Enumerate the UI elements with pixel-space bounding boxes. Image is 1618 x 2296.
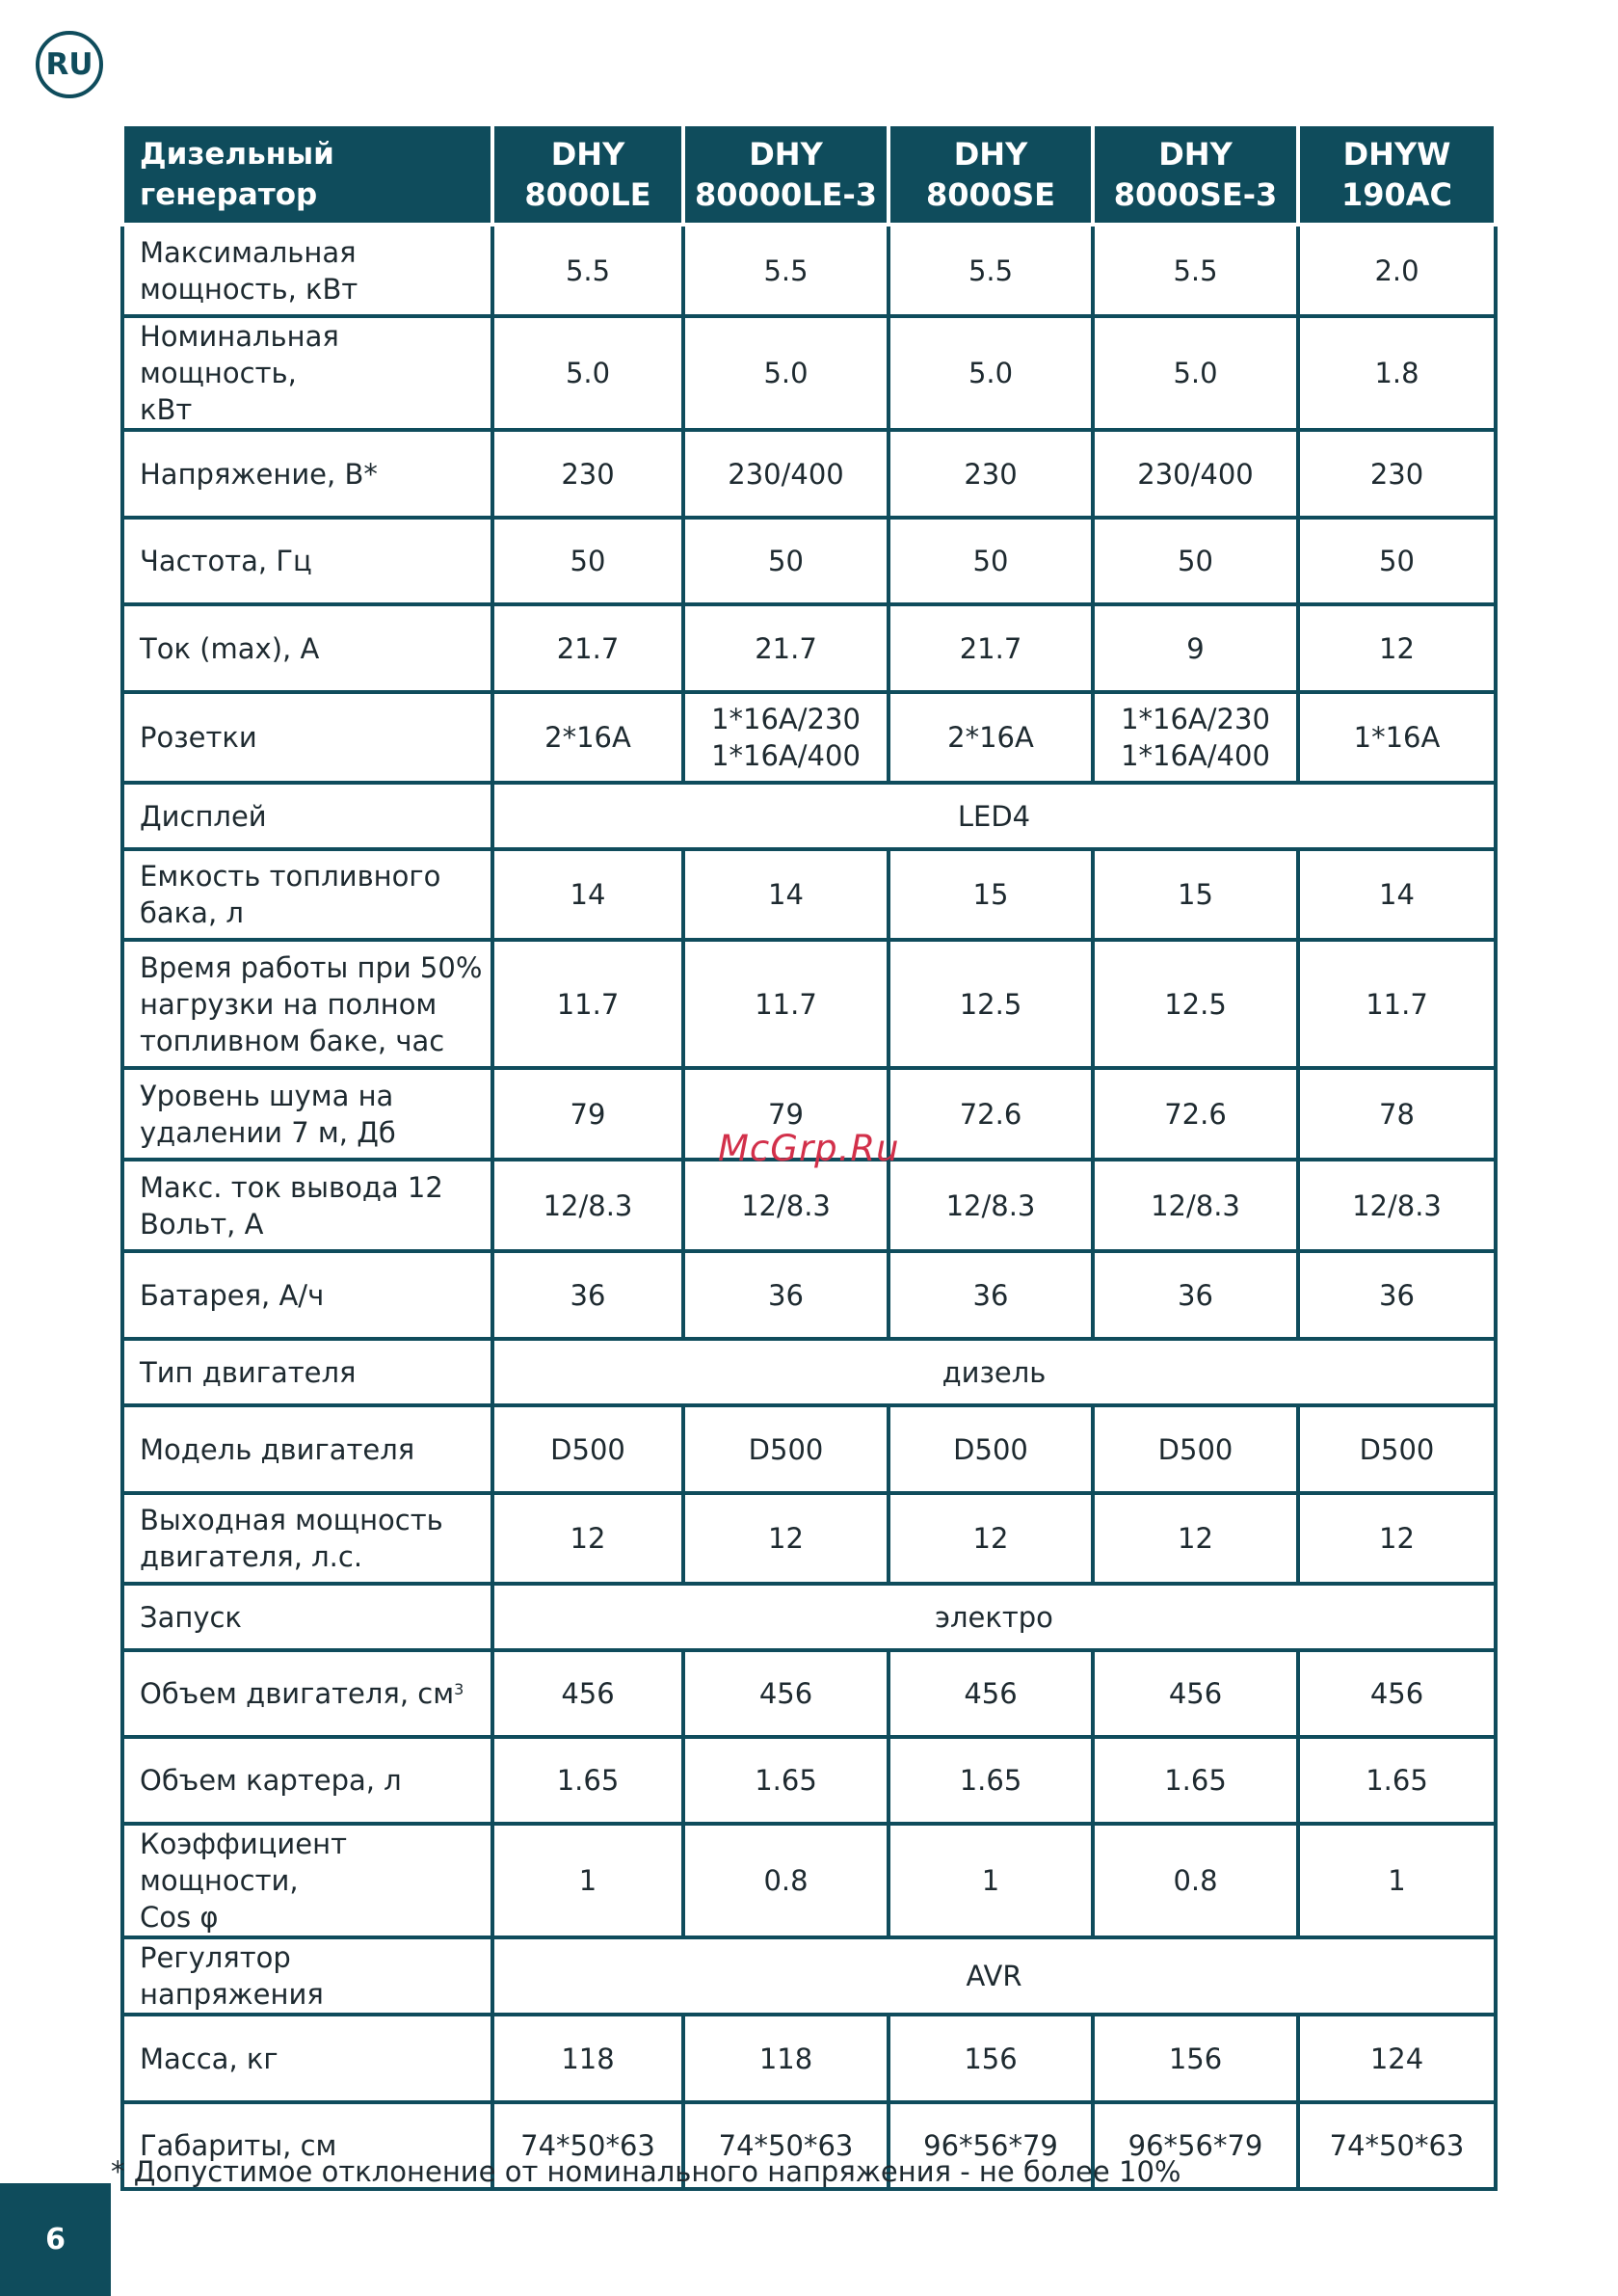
row-label-cell (122, 2015, 492, 2102)
value-cell (683, 1251, 889, 1339)
merged-value-cell: LED4 (492, 783, 1496, 849)
row-label: Ток (max), А (140, 631, 320, 665)
table-row (122, 316, 1496, 430)
value-cell (492, 940, 683, 1068)
table-row (122, 783, 1496, 849)
value-cell (683, 518, 889, 604)
row-label: Запуск (140, 1600, 242, 1634)
row-label-cell (122, 1650, 492, 1737)
row-label: Максимальная мощность, кВт (140, 235, 358, 306)
value-cell (889, 1737, 1093, 1824)
cell-value: 230 (561, 457, 615, 491)
value-cell (1093, 1405, 1298, 1493)
cell-value: 50 (1178, 545, 1213, 577)
cell-value: 1*16А (1353, 721, 1441, 754)
table-row (122, 1937, 1496, 2015)
cell-value: 36 (570, 1278, 606, 1312)
cell-value: 118 (758, 2042, 813, 2075)
row-label: Напряжение, В* (140, 457, 378, 491)
cell-value: 50 (1379, 545, 1415, 577)
row-label: Выходная мощность двигателя, л.с. (140, 1504, 443, 1573)
value-cell (889, 1405, 1093, 1493)
row-label: Уровень шума на удалении 7 м, Дб (140, 1079, 396, 1149)
table-row (122, 2015, 1496, 2102)
value-cell (889, 430, 1093, 518)
value-cell (889, 1650, 1093, 1737)
value-cell (683, 692, 889, 783)
table-row (122, 1160, 1496, 1251)
cell-value: 96*56*79 (923, 2129, 1058, 2162)
row-label: Частота, Гц (140, 545, 312, 577)
row-label-cell (122, 1937, 492, 2015)
value-cell (492, 604, 683, 692)
cell-value: 12/8.3 (543, 1188, 633, 1222)
cell-value: 12 (1379, 1522, 1415, 1555)
cell-value: 36 (1178, 1278, 1213, 1312)
value-cell (492, 1405, 683, 1493)
cell-value: 230/400 (1137, 457, 1254, 491)
row-label: Габариты, см (140, 2129, 337, 2162)
table-row (122, 1493, 1496, 1584)
cell-value: 11.7 (755, 987, 817, 1021)
cell-value: 230 (964, 457, 1018, 491)
merged-value-cell: дизель (492, 1339, 1496, 1405)
cell-value: 156 (1168, 2042, 1223, 2075)
value-cell (889, 849, 1093, 940)
cell-value: 74*50*63 (520, 2129, 655, 2162)
cell-value: 78 (1379, 1097, 1415, 1131)
table-row (122, 604, 1496, 692)
value-cell (1093, 1068, 1298, 1160)
cell-value: 12 (1178, 1522, 1213, 1555)
value-cell (889, 1068, 1093, 1160)
cell-value: 456 (1168, 1677, 1223, 1710)
cell-value: 2*16А (947, 721, 1034, 754)
model-header (1298, 124, 1496, 225)
value-cell (889, 1160, 1093, 1251)
cell-value: 230 (1369, 457, 1424, 491)
model-header (683, 124, 889, 225)
value-cell (1298, 430, 1496, 518)
value-cell (1093, 2015, 1298, 2102)
value-cell (889, 692, 1093, 783)
merged-value-cell: AVR (492, 1937, 1496, 2015)
cell-value: 74*50*63 (718, 2129, 854, 2162)
cell-value: 14 (1379, 878, 1415, 911)
table-row (122, 1339, 1496, 1405)
value-cell (492, 316, 683, 430)
row-label: Модель двигателя (140, 1432, 415, 1466)
cell-value: 21.7 (959, 631, 1022, 665)
row-label: Время работы при 50% нагрузки на полном топливном баке, час (140, 950, 483, 1057)
value-cell (1298, 1824, 1496, 1937)
cell-value: 118 (561, 2042, 615, 2075)
cell-value: 12 (570, 1522, 606, 1555)
model-name: DHY 8000SE (926, 136, 1055, 213)
value-cell (683, 849, 889, 940)
table-row (122, 940, 1496, 1068)
value-cell (1093, 604, 1298, 692)
language-badge: RU (36, 31, 103, 98)
cell-value: 1.65 (1366, 1764, 1428, 1797)
cell-value: 1 (981, 1864, 1000, 1897)
value-cell (889, 316, 1093, 430)
table-header-row (122, 124, 1496, 225)
row-label: Тип двигателя (140, 1355, 357, 1389)
value-cell (889, 1251, 1093, 1339)
cell-value: 1*16А/230 1*16А/400 (1121, 703, 1270, 772)
row-label: Батарея, А/ч (140, 1278, 325, 1312)
cell-value: 5.0 (763, 357, 809, 389)
cell-value: 12/8.3 (1151, 1188, 1240, 1222)
value-cell (1298, 1251, 1496, 1339)
value-cell (492, 1824, 683, 1937)
row-label: Дисплей (140, 799, 267, 833)
cell-value: 230/400 (728, 457, 844, 491)
cell-value: 12.5 (959, 987, 1022, 1021)
value-cell (492, 430, 683, 518)
row-label-cell (122, 1339, 492, 1405)
table-row (122, 1251, 1496, 1339)
cell-value: 21.7 (755, 631, 817, 665)
cell-value: D500 (748, 1432, 824, 1466)
value-cell (889, 1493, 1093, 1584)
cell-value: 0.8 (763, 1864, 809, 1897)
cell-value: 5.0 (968, 357, 1014, 389)
value-cell (1298, 1160, 1496, 1251)
value-cell (492, 1737, 683, 1824)
value-cell (1298, 692, 1496, 783)
value-cell (492, 849, 683, 940)
cell-value: 15 (972, 878, 1009, 911)
value-cell (1093, 316, 1298, 430)
value-cell (1298, 2102, 1496, 2189)
value-cell (683, 1650, 889, 1737)
cell-value: 1.65 (1164, 1764, 1227, 1797)
row-label: Розетки (140, 721, 257, 754)
header-label: Дизельный генератор (122, 124, 492, 225)
row-label-cell (122, 1584, 492, 1650)
value-cell (683, 1737, 889, 1824)
value-cell (889, 2015, 1093, 2102)
cell-value: D500 (1157, 1432, 1233, 1466)
value-cell (1093, 1493, 1298, 1584)
cell-value: 1*16А/230 1*16А/400 (711, 703, 861, 772)
cell-value: 1 (1388, 1864, 1406, 1897)
value-cell (889, 604, 1093, 692)
value-cell (683, 604, 889, 692)
model-name: DHY 80000LE-3 (694, 136, 878, 213)
row-label: Коэффициент мощности, Cos φ (140, 1828, 347, 1934)
value-cell (1298, 1737, 1496, 1824)
cell-value: 456 (964, 1677, 1018, 1710)
row-label-cell (122, 1160, 492, 1251)
value-cell (1298, 849, 1496, 940)
row-label-cell (122, 518, 492, 604)
value-cell (1298, 2015, 1496, 2102)
cell-value: 12 (768, 1522, 804, 1555)
value-cell (889, 1824, 1093, 1937)
cell-value: 5.5 (968, 254, 1014, 287)
row-label: Объем двигателя, см (140, 1677, 455, 1710)
row-label: Емкость топливного бака, л (140, 860, 441, 929)
cell-value: 36 (1379, 1278, 1415, 1312)
value-cell (683, 1493, 889, 1584)
value-cell (889, 225, 1093, 316)
cell-value: 2*16А (544, 721, 631, 754)
row-label: Регулятор напряжения (140, 1941, 324, 2011)
model-header (889, 124, 1093, 225)
cell-value: 36 (768, 1278, 804, 1312)
value-cell (1093, 518, 1298, 604)
cell-value: 5.5 (565, 254, 611, 287)
value-cell (1298, 1068, 1496, 1160)
cell-value: 50 (972, 545, 1009, 577)
row-label-cell (122, 1251, 492, 1339)
cell-value: 5.0 (565, 357, 611, 389)
value-cell (889, 940, 1093, 1068)
spec-table-body (122, 225, 1496, 2189)
cell-value: D500 (953, 1432, 1028, 1466)
cell-value: 1 (578, 1864, 597, 1897)
value-cell (1093, 225, 1298, 316)
value-cell (889, 518, 1093, 604)
cell-value: 14 (768, 878, 804, 911)
cell-value: 12/8.3 (1352, 1188, 1442, 1222)
value-cell (492, 1160, 683, 1251)
cell-value: 12/8.3 (741, 1188, 831, 1222)
cell-value: 12 (1379, 631, 1415, 665)
cell-value: 1.8 (1374, 357, 1419, 389)
cell-value: 72.6 (1164, 1097, 1227, 1131)
value-cell (1093, 1737, 1298, 1824)
value-cell (683, 2015, 889, 2102)
cell-value: 11.7 (556, 987, 620, 1021)
row-label-cell (122, 1824, 492, 1937)
model-name: DHY 8000SE-3 (1113, 136, 1278, 213)
value-cell (1298, 225, 1496, 316)
value-cell (492, 2015, 683, 2102)
cell-value: 96*56*79 (1127, 2129, 1263, 2162)
cell-value: 5.5 (1173, 254, 1218, 287)
cell-value: 12 (972, 1522, 1009, 1555)
row-label-cell (122, 1493, 492, 1584)
row-label-cell (122, 849, 492, 940)
value-cell (1093, 1650, 1298, 1737)
cell-value: 0.8 (1173, 1864, 1218, 1897)
value-cell (492, 1493, 683, 1584)
value-cell (492, 692, 683, 783)
row-label-cell (122, 692, 492, 783)
table-row (122, 1650, 1496, 1737)
value-cell (683, 1824, 889, 1937)
value-cell (1093, 692, 1298, 783)
value-cell (492, 518, 683, 604)
cell-value: 79 (570, 1097, 606, 1131)
row-label-cell (122, 225, 492, 316)
table-row (122, 1405, 1496, 1493)
cell-value: D500 (1359, 1432, 1435, 1466)
merged-value-cell: электро (492, 1584, 1496, 1650)
row-label-cell (122, 1737, 492, 1824)
cell-value: 12.5 (1164, 987, 1227, 1021)
table-row (122, 1737, 1496, 1824)
row-label: Масса, кг (140, 2042, 279, 2075)
cell-value: 9 (1186, 631, 1205, 665)
table-row (122, 1824, 1496, 1937)
row-label-cell (122, 430, 492, 518)
value-cell (492, 1650, 683, 1737)
table-row (122, 518, 1496, 604)
cell-value: 15 (1178, 878, 1213, 911)
value-cell (1298, 1493, 1496, 1584)
value-cell (492, 225, 683, 316)
value-cell (683, 1160, 889, 1251)
cell-value: 1.65 (556, 1764, 620, 1797)
table-row (122, 225, 1496, 316)
cell-value: D500 (550, 1432, 625, 1466)
cell-value: 14 (570, 878, 606, 911)
cell-value: 74*50*63 (1329, 2129, 1465, 2162)
row-label-cell (122, 1405, 492, 1493)
cell-value: 50 (570, 545, 606, 577)
value-cell (1093, 430, 1298, 518)
row-label-cell (122, 783, 492, 849)
value-cell (1298, 1650, 1496, 1737)
row-label-cell (122, 1068, 492, 1160)
value-cell (1298, 1405, 1496, 1493)
table-row (122, 692, 1496, 783)
row-label: Номинальная мощность, кВт (140, 320, 339, 426)
cell-value: 124 (1369, 2042, 1424, 2075)
model-header (1093, 124, 1298, 225)
cell-value: 72.6 (959, 1097, 1022, 1131)
table-row (122, 849, 1496, 940)
table-row (122, 430, 1496, 518)
row-label-cell (122, 316, 492, 430)
cell-value: 50 (768, 545, 804, 577)
value-cell (683, 1405, 889, 1493)
cell-value: 1.65 (959, 1764, 1022, 1797)
cell-value: 456 (1369, 1677, 1424, 1710)
value-cell (492, 1068, 683, 1160)
cell-value: 12/8.3 (945, 1188, 1036, 1222)
value-cell (1298, 316, 1496, 430)
model-name: DHYW 190AC (1340, 136, 1453, 213)
page-number: 6 (0, 2183, 111, 2296)
watermark: McGrp.Ru (718, 1128, 900, 1169)
cell-value: 456 (758, 1677, 813, 1710)
cell-value: 5.5 (763, 254, 809, 287)
value-cell (1093, 940, 1298, 1068)
model-name: DHY 8000LE (524, 136, 651, 213)
value-cell (683, 940, 889, 1068)
row-label-cell (122, 604, 492, 692)
cell-value: 456 (561, 1677, 615, 1710)
cell-value: 11.7 (1366, 987, 1428, 1021)
cell-value: 2.0 (1374, 254, 1419, 287)
cell-value: 156 (964, 2042, 1018, 2075)
value-cell (683, 225, 889, 316)
value-cell (1093, 1160, 1298, 1251)
value-cell (1298, 604, 1496, 692)
cell-value: 5.0 (1173, 357, 1218, 389)
value-cell (492, 1251, 683, 1339)
value-cell (1298, 940, 1496, 1068)
value-cell (683, 430, 889, 518)
cell-value: 21.7 (556, 631, 620, 665)
unit-superscript: 3 (454, 1680, 464, 1698)
cell-value: 79 (768, 1097, 804, 1131)
value-cell (1093, 1251, 1298, 1339)
footnote: * Допустимое отклонение от номинального напряжения - не более 10% (111, 2155, 1181, 2188)
row-label-cell (122, 940, 492, 1068)
cell-value: 1.65 (755, 1764, 817, 1797)
value-cell (683, 316, 889, 430)
table-row (122, 1584, 1496, 1650)
value-cell (1093, 849, 1298, 940)
value-cell (1093, 1824, 1298, 1937)
value-cell (1298, 518, 1496, 604)
row-label: Макс. ток вывода 12 Вольт, А (140, 1170, 443, 1241)
row-label: Объем картера, л (140, 1764, 402, 1797)
model-header (492, 124, 683, 225)
cell-value: 36 (972, 1278, 1009, 1312)
